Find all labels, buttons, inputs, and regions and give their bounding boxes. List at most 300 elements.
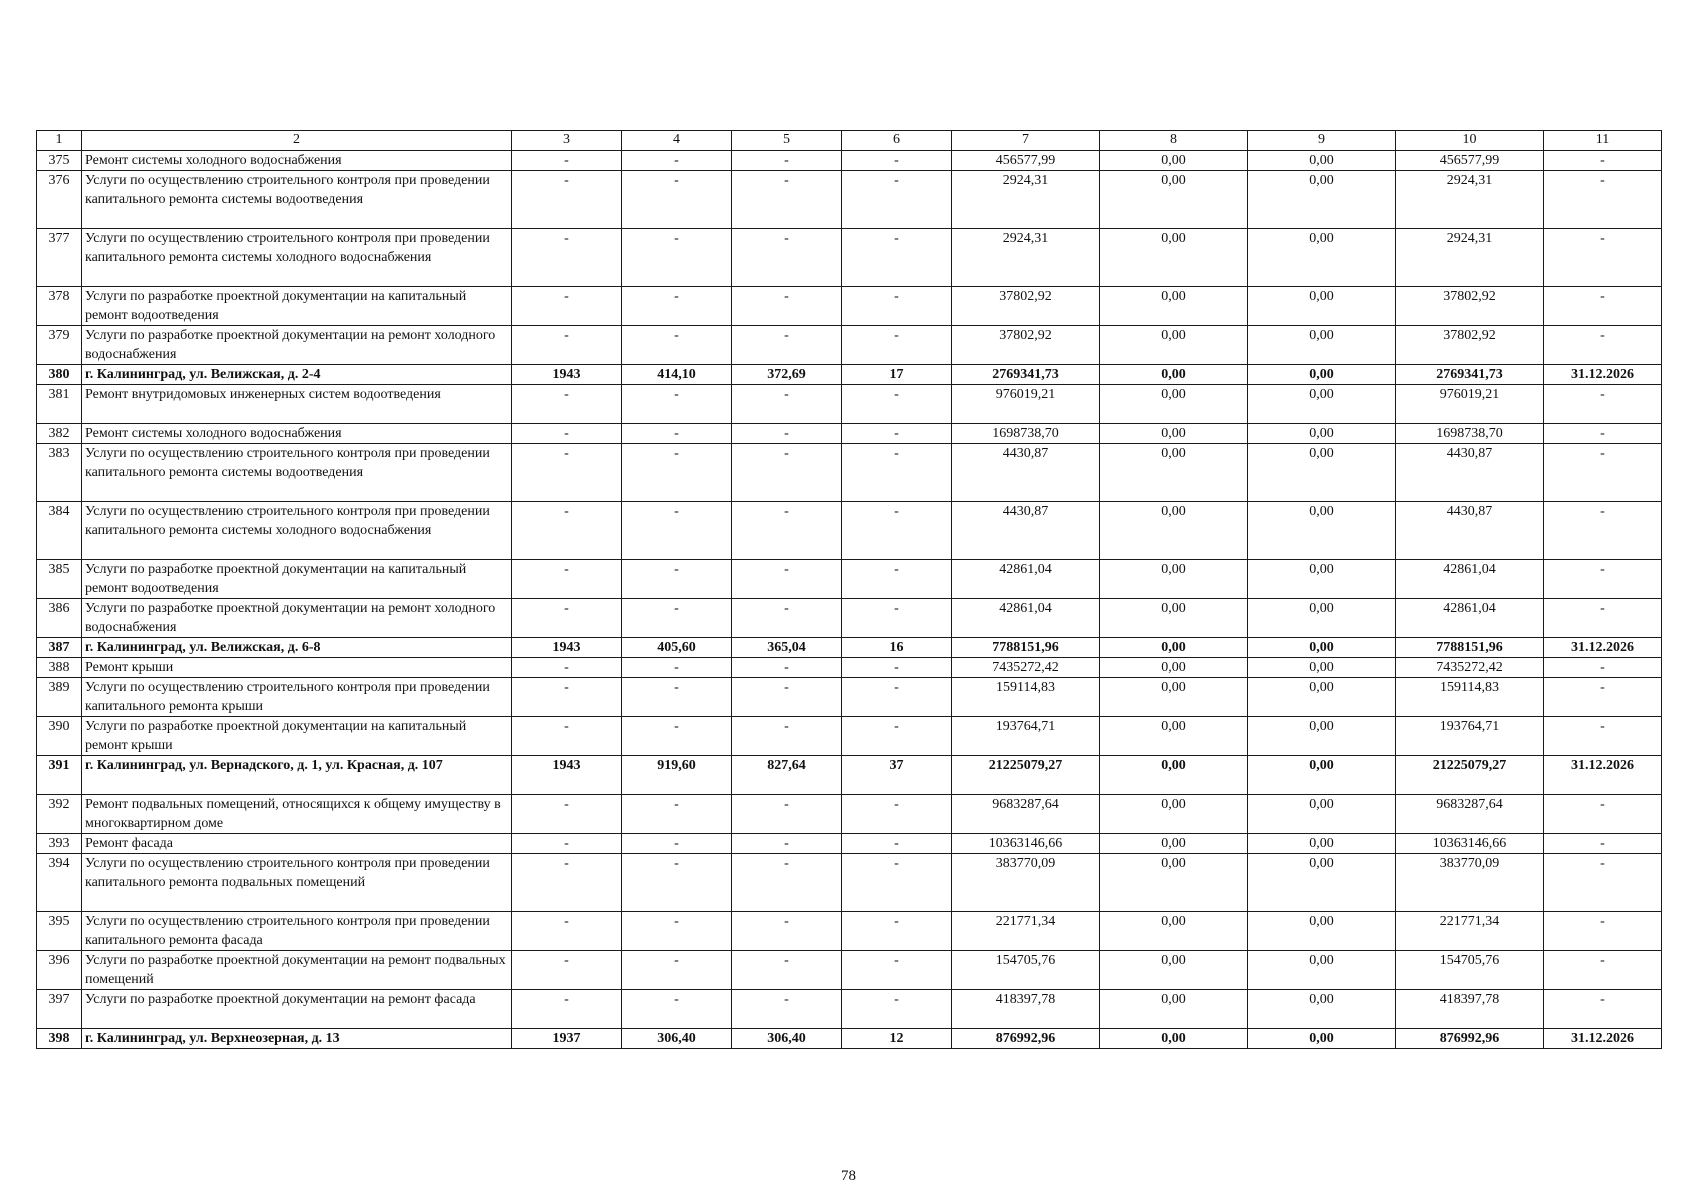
area-living-cell: 372,69 [732,365,842,385]
budget-cost-cell: 0,00 [1248,834,1396,854]
year-cell: - [512,171,622,229]
budget-cost-cell: 0,00 [1248,502,1396,560]
deadline-cell: - [1544,424,1662,444]
table-row [37,795,1662,834]
table-row [37,990,1662,1029]
deadline-cell: - [1544,678,1662,717]
residents-cell: - [842,229,952,287]
year-cell: - [512,912,622,951]
total-cost-cell: 9683287,64 [952,795,1100,834]
total-cost-cell: 37802,92 [952,326,1100,365]
table-row [37,365,1662,385]
deadline-cell: 31.12.2026 [1544,365,1662,385]
area-living-cell: 306,40 [732,1029,842,1049]
fund-cost-cell: 0,00 [1100,287,1248,326]
area-living-cell: - [732,854,842,912]
year-cell: - [512,502,622,560]
deadline-cell: - [1544,502,1662,560]
area-living-cell: - [732,678,842,717]
row-number: 379 [37,326,82,365]
fund-cost-cell: 0,00 [1100,990,1248,1029]
area-total-cell: - [622,599,732,638]
budget-cost-cell: 0,00 [1248,1029,1396,1049]
row-description: Ремонт крыши [82,658,512,678]
residents-cell: - [842,951,952,990]
row-description: Услуги по разработке проектной документации на ремонт холодного водоснабжения [82,599,512,638]
row-number: 378 [37,287,82,326]
table-row [37,756,1662,795]
table-row [37,229,1662,287]
table-row [37,385,1662,424]
residents-cell: - [842,912,952,951]
owners-cost-cell: 4430,87 [1396,444,1544,502]
fund-cost-cell: 0,00 [1100,385,1248,424]
column-header: 5 [732,131,842,151]
area-living-cell: - [732,229,842,287]
area-total-cell: - [622,151,732,171]
deadline-cell: - [1544,151,1662,171]
table-row [37,424,1662,444]
budget-cost-cell: 0,00 [1248,151,1396,171]
area-living-cell: 827,64 [732,756,842,795]
area-total-cell: - [622,990,732,1029]
deadline-cell: - [1544,912,1662,951]
fund-cost-cell: 0,00 [1100,912,1248,951]
column-header: 7 [952,131,1100,151]
residents-cell: 17 [842,365,952,385]
deadline-cell: - [1544,287,1662,326]
total-cost-cell: 7435272,42 [952,658,1100,678]
area-living-cell: - [732,658,842,678]
row-description: Услуги по осуществлению строительного контроля при проведении капитального ремонта подвальных помещений [82,854,512,912]
row-description: Услуги по осуществлению строительного контроля при проведении капитального ремонта системы холодного водоснабжения [82,502,512,560]
fund-cost-cell: 0,00 [1100,229,1248,287]
residents-cell: - [842,502,952,560]
budget-cost-cell: 0,00 [1248,795,1396,834]
row-number: 392 [37,795,82,834]
area-living-cell: - [732,444,842,502]
area-total-cell: 405,60 [622,638,732,658]
residents-cell: - [842,424,952,444]
deadline-cell: 31.12.2026 [1544,1029,1662,1049]
residents-cell: - [842,658,952,678]
table-row [37,171,1662,229]
area-living-cell: - [732,502,842,560]
fund-cost-cell: 0,00 [1100,365,1248,385]
area-living-cell: - [732,990,842,1029]
table-row [37,678,1662,717]
area-total-cell: 919,60 [622,756,732,795]
year-cell: - [512,385,622,424]
row-description: Ремонт фасада [82,834,512,854]
area-total-cell: - [622,658,732,678]
row-description: Ремонт внутридомовых инженерных систем водоотведения [82,385,512,424]
year-cell: - [512,326,622,365]
table-row [37,638,1662,658]
owners-cost-cell: 976019,21 [1396,385,1544,424]
row-number: 384 [37,502,82,560]
area-total-cell: - [622,326,732,365]
year-cell: - [512,717,622,756]
row-description: Услуги по разработке проектной документации на капитальный ремонт водоотведения [82,287,512,326]
year-cell: - [512,658,622,678]
owners-cost-cell: 2924,31 [1396,229,1544,287]
total-cost-cell: 154705,76 [952,951,1100,990]
budget-cost-cell: 0,00 [1248,854,1396,912]
residents-cell: - [842,171,952,229]
area-living-cell: - [732,717,842,756]
row-description: Ремонт подвальных помещений, относящихся к общему имуществу в многоквартирном доме [82,795,512,834]
fund-cost-cell: 0,00 [1100,638,1248,658]
table-row [37,912,1662,951]
area-living-cell: - [732,171,842,229]
deadline-cell: - [1544,599,1662,638]
owners-cost-cell: 193764,71 [1396,717,1544,756]
row-number: 387 [37,638,82,658]
total-cost-cell: 37802,92 [952,287,1100,326]
fund-cost-cell: 0,00 [1100,678,1248,717]
row-number: 381 [37,385,82,424]
fund-cost-cell: 0,00 [1100,171,1248,229]
row-number: 394 [37,854,82,912]
owners-cost-cell: 1698738,70 [1396,424,1544,444]
area-total-cell: 414,10 [622,365,732,385]
year-cell: - [512,229,622,287]
total-cost-cell: 976019,21 [952,385,1100,424]
row-number: 377 [37,229,82,287]
capital-repair-table [36,130,1662,1049]
row-number: 389 [37,678,82,717]
deadline-cell: 31.12.2026 [1544,756,1662,795]
owners-cost-cell: 418397,78 [1396,990,1544,1029]
residents-cell: - [842,444,952,502]
deadline-cell: - [1544,795,1662,834]
table-row [37,1029,1662,1049]
year-cell: - [512,834,622,854]
owners-cost-cell: 383770,09 [1396,854,1544,912]
deadline-cell: - [1544,326,1662,365]
owners-cost-cell: 9683287,64 [1396,795,1544,834]
year-cell: - [512,951,622,990]
residents-cell: - [842,717,952,756]
document-table-container [36,130,1662,1049]
budget-cost-cell: 0,00 [1248,678,1396,717]
year-cell: - [512,287,622,326]
row-number: 391 [37,756,82,795]
budget-cost-cell: 0,00 [1248,912,1396,951]
fund-cost-cell: 0,00 [1100,424,1248,444]
year-cell: - [512,795,622,834]
residents-cell: - [842,560,952,599]
budget-cost-cell: 0,00 [1248,424,1396,444]
budget-cost-cell: 0,00 [1248,326,1396,365]
fund-cost-cell: 0,00 [1100,444,1248,502]
budget-cost-cell: 0,00 [1248,171,1396,229]
row-number: 396 [37,951,82,990]
row-description: Услуги по разработке проектной документации на капитальный ремонт крыши [82,717,512,756]
residents-cell: - [842,990,952,1029]
row-description: Услуги по осуществлению строительного контроля при проведении капитального ремонта крыши [82,678,512,717]
deadline-cell: - [1544,717,1662,756]
owners-cost-cell: 42861,04 [1396,599,1544,638]
year-cell: - [512,990,622,1029]
row-description: г. Калининград, ул. Велижская, д. 6-8 [82,638,512,658]
fund-cost-cell: 0,00 [1100,951,1248,990]
area-total-cell: - [622,385,732,424]
fund-cost-cell: 0,00 [1100,756,1248,795]
owners-cost-cell: 10363146,66 [1396,834,1544,854]
area-living-cell: - [732,599,842,638]
year-cell: 1943 [512,756,622,795]
area-total-cell: - [622,678,732,717]
area-living-cell: - [732,287,842,326]
table-row [37,502,1662,560]
total-cost-cell: 7788151,96 [952,638,1100,658]
budget-cost-cell: 0,00 [1248,638,1396,658]
column-number-row [37,131,1662,151]
owners-cost-cell: 4430,87 [1396,502,1544,560]
column-header: 8 [1100,131,1248,151]
total-cost-cell: 159114,83 [952,678,1100,717]
area-total-cell: - [622,912,732,951]
column-header: 10 [1396,131,1544,151]
fund-cost-cell: 0,00 [1100,599,1248,638]
deadline-cell: - [1544,951,1662,990]
row-number: 397 [37,990,82,1029]
year-cell: 1943 [512,638,622,658]
row-description: г. Калининград, ул. Вернадского, д. 1, ул. Красная, д. 107 [82,756,512,795]
row-description: Услуги по осуществлению строительного контроля при проведении капитального ремонта фасада [82,912,512,951]
fund-cost-cell: 0,00 [1100,560,1248,599]
area-total-cell: - [622,854,732,912]
owners-cost-cell: 21225079,27 [1396,756,1544,795]
budget-cost-cell: 0,00 [1248,599,1396,638]
deadline-cell: - [1544,990,1662,1029]
fund-cost-cell: 0,00 [1100,151,1248,171]
area-total-cell: - [622,717,732,756]
budget-cost-cell: 0,00 [1248,756,1396,795]
row-number: 383 [37,444,82,502]
total-cost-cell: 4430,87 [952,502,1100,560]
fund-cost-cell: 0,00 [1100,502,1248,560]
budget-cost-cell: 0,00 [1248,287,1396,326]
row-description: г. Калининград, ул. Велижская, д. 2-4 [82,365,512,385]
row-number: 375 [37,151,82,171]
table-row [37,717,1662,756]
area-living-cell: - [732,385,842,424]
deadline-cell: - [1544,385,1662,424]
table-body [37,151,1662,1049]
table-row [37,951,1662,990]
total-cost-cell: 193764,71 [952,717,1100,756]
fund-cost-cell: 0,00 [1100,326,1248,365]
total-cost-cell: 4430,87 [952,444,1100,502]
residents-cell: 37 [842,756,952,795]
residents-cell: - [842,326,952,365]
area-living-cell: - [732,912,842,951]
year-cell: - [512,444,622,502]
deadline-cell: - [1544,171,1662,229]
total-cost-cell: 2924,31 [952,171,1100,229]
area-total-cell: - [622,424,732,444]
owners-cost-cell: 42861,04 [1396,560,1544,599]
table-row [37,287,1662,326]
residents-cell: - [842,678,952,717]
row-description: Услуги по разработке проектной документации на ремонт холодного водоснабжения [82,326,512,365]
year-cell: 1943 [512,365,622,385]
year-cell: - [512,854,622,912]
fund-cost-cell: 0,00 [1100,854,1248,912]
row-number: 382 [37,424,82,444]
residents-cell: - [842,385,952,424]
total-cost-cell: 10363146,66 [952,834,1100,854]
budget-cost-cell: 0,00 [1248,990,1396,1029]
budget-cost-cell: 0,00 [1248,444,1396,502]
deadline-cell: - [1544,229,1662,287]
fund-cost-cell: 0,00 [1100,834,1248,854]
column-header: 3 [512,131,622,151]
column-header: 6 [842,131,952,151]
fund-cost-cell: 0,00 [1100,658,1248,678]
area-living-cell: - [732,326,842,365]
budget-cost-cell: 0,00 [1248,385,1396,424]
fund-cost-cell: 0,00 [1100,1029,1248,1049]
area-living-cell: - [732,151,842,171]
total-cost-cell: 418397,78 [952,990,1100,1029]
owners-cost-cell: 2924,31 [1396,171,1544,229]
row-description: Услуги по разработке проектной документации на ремонт подвальных помещений [82,951,512,990]
row-description: Ремонт системы холодного водоснабжения [82,424,512,444]
row-number: 395 [37,912,82,951]
area-total-cell: - [622,171,732,229]
row-number: 376 [37,171,82,229]
owners-cost-cell: 154705,76 [1396,951,1544,990]
budget-cost-cell: 0,00 [1248,560,1396,599]
budget-cost-cell: 0,00 [1248,229,1396,287]
table-row [37,326,1662,365]
owners-cost-cell: 221771,34 [1396,912,1544,951]
year-cell: - [512,151,622,171]
area-living-cell: - [732,424,842,444]
owners-cost-cell: 2769341,73 [1396,365,1544,385]
table-row [37,560,1662,599]
total-cost-cell: 1698738,70 [952,424,1100,444]
column-header: 2 [82,131,512,151]
row-number: 393 [37,834,82,854]
owners-cost-cell: 7435272,42 [1396,658,1544,678]
fund-cost-cell: 0,00 [1100,795,1248,834]
deadline-cell: - [1544,444,1662,502]
row-number: 385 [37,560,82,599]
area-living-cell: - [732,834,842,854]
deadline-cell: - [1544,834,1662,854]
table-row [37,658,1662,678]
row-description: Услуги по разработке проектной документации на капитальный ремонт водоотведения [82,560,512,599]
total-cost-cell: 42861,04 [952,599,1100,638]
residents-cell: - [842,795,952,834]
total-cost-cell: 21225079,27 [952,756,1100,795]
residents-cell: - [842,854,952,912]
owners-cost-cell: 7788151,96 [1396,638,1544,658]
row-description: Услуги по разработке проектной документации на ремонт фасада [82,990,512,1029]
owners-cost-cell: 37802,92 [1396,287,1544,326]
table-row [37,444,1662,502]
area-total-cell: - [622,795,732,834]
owners-cost-cell: 37802,92 [1396,326,1544,365]
row-description: г. Калининград, ул. Верхнеозерная, д. 13 [82,1029,512,1049]
row-description: Услуги по осуществлению строительного контроля при проведении капитального ремонта системы водоотведения [82,444,512,502]
area-total-cell: - [622,951,732,990]
total-cost-cell: 876992,96 [952,1029,1100,1049]
deadline-cell: - [1544,658,1662,678]
total-cost-cell: 2769341,73 [952,365,1100,385]
area-total-cell: - [622,560,732,599]
residents-cell: - [842,599,952,638]
table-row [37,599,1662,638]
total-cost-cell: 221771,34 [952,912,1100,951]
row-number: 398 [37,1029,82,1049]
area-total-cell: 306,40 [622,1029,732,1049]
area-total-cell: - [622,444,732,502]
table-row [37,854,1662,912]
total-cost-cell: 456577,99 [952,151,1100,171]
table-row [37,151,1662,171]
area-living-cell: - [732,560,842,599]
row-number: 386 [37,599,82,638]
area-total-cell: - [622,287,732,326]
owners-cost-cell: 159114,83 [1396,678,1544,717]
row-number: 388 [37,658,82,678]
row-description: Услуги по осуществлению строительного контроля при проведении капитального ремонта системы холодного водоснабжения [82,229,512,287]
row-number: 380 [37,365,82,385]
year-cell: - [512,424,622,444]
owners-cost-cell: 876992,96 [1396,1029,1544,1049]
budget-cost-cell: 0,00 [1248,365,1396,385]
row-description: Ремонт системы холодного водоснабжения [82,151,512,171]
table-row [37,834,1662,854]
total-cost-cell: 2924,31 [952,229,1100,287]
residents-cell: - [842,834,952,854]
area-living-cell: 365,04 [732,638,842,658]
page-number: 78 [841,1168,856,1184]
fund-cost-cell: 0,00 [1100,717,1248,756]
deadline-cell: - [1544,854,1662,912]
residents-cell: 16 [842,638,952,658]
area-total-cell: - [622,229,732,287]
residents-cell: - [842,151,952,171]
year-cell: - [512,678,622,717]
budget-cost-cell: 0,00 [1248,717,1396,756]
year-cell: - [512,560,622,599]
row-description: Услуги по осуществлению строительного контроля при проведении капитального ремонта системы водоотведения [82,171,512,229]
deadline-cell: 31.12.2026 [1544,638,1662,658]
year-cell: - [512,599,622,638]
column-header: 11 [1544,131,1662,151]
total-cost-cell: 42861,04 [952,560,1100,599]
area-living-cell: - [732,951,842,990]
column-header: 9 [1248,131,1396,151]
owners-cost-cell: 456577,99 [1396,151,1544,171]
residents-cell: 12 [842,1029,952,1049]
total-cost-cell: 383770,09 [952,854,1100,912]
column-header: 4 [622,131,732,151]
budget-cost-cell: 0,00 [1248,658,1396,678]
budget-cost-cell: 0,00 [1248,951,1396,990]
year-cell: 1937 [512,1029,622,1049]
column-header: 1 [37,131,82,151]
residents-cell: - [842,287,952,326]
area-total-cell: - [622,502,732,560]
